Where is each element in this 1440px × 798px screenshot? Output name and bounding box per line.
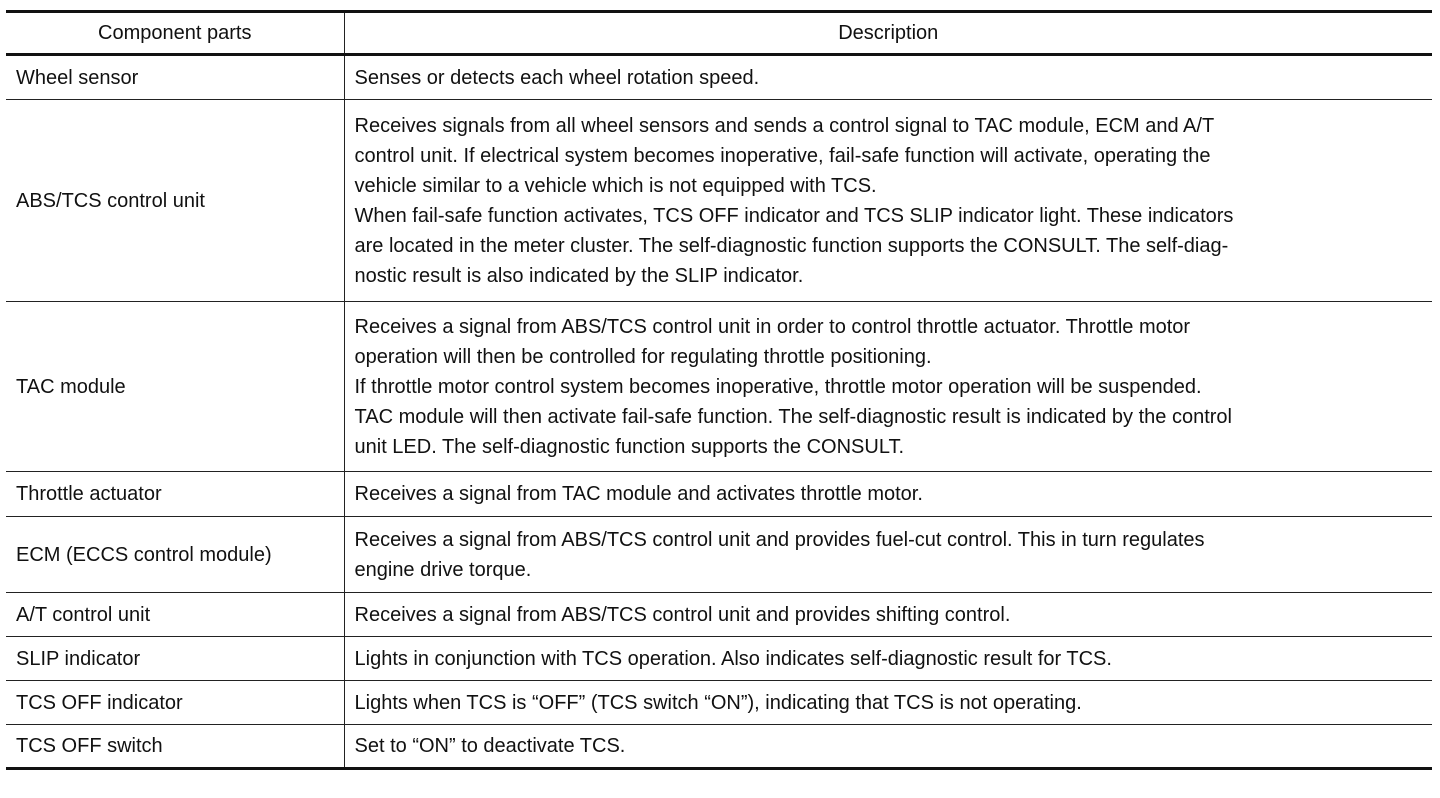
description-line: engine drive torque. bbox=[354, 558, 532, 581]
row-description bbox=[344, 302, 1432, 472]
description-line: control unit. If electrical system becomes inoperative, fail-safe function will activate, operating the bbox=[354, 144, 1211, 167]
description-line: Receives a signal from ABS/TCS control unit and provides fuel-cut control. This in turn regulates bbox=[354, 528, 1205, 551]
description-line: Receives signals from all wheel sensors and sends a control signal to TAC module, ECM and A/T bbox=[354, 114, 1215, 137]
description-line: If throttle motor control system becomes inoperative, throttle motor operation will be suspended. bbox=[354, 375, 1202, 398]
row-description bbox=[344, 517, 1432, 593]
component-table-container bbox=[6, 10, 1432, 770]
description-line: When fail-safe function activates, TCS OFF indicator and TCS SLIP indicator light. These indicators bbox=[354, 204, 1234, 227]
header-component-parts: Component parts bbox=[6, 12, 344, 55]
description-line: TAC module will then activate fail-safe function. The self-diagnostic result is indicated by the control bbox=[354, 405, 1232, 428]
row-description bbox=[344, 681, 1432, 725]
description-line: Lights in conjunction with TCS operation. Also indicates self-diagnostic result for TCS. bbox=[354, 647, 1112, 670]
description-line: vehicle similar to a vehicle which is not equipped with TCS. bbox=[354, 174, 877, 197]
row-description bbox=[344, 593, 1432, 637]
row-part-name: Throttle actuator bbox=[6, 472, 344, 517]
row-part-name: TCS OFF indicator bbox=[6, 681, 344, 725]
row-description bbox=[344, 725, 1432, 769]
row-description bbox=[344, 55, 1432, 100]
row-part-name: TAC module bbox=[6, 302, 344, 472]
row-description bbox=[344, 100, 1432, 302]
table-row bbox=[6, 681, 1432, 725]
row-part-name: TCS OFF switch bbox=[6, 725, 344, 769]
description-line: nostic result is also indicated by the SLIP indicator. bbox=[354, 264, 804, 287]
description-line: Receives a signal from ABS/TCS control unit in order to control throttle actuator. Throttle motor bbox=[354, 315, 1191, 338]
description-line: Set to “ON” to deactivate TCS. bbox=[354, 735, 626, 757]
header-description: Description bbox=[344, 12, 1432, 55]
row-part-name: SLIP indicator bbox=[6, 637, 344, 681]
row-description bbox=[344, 637, 1432, 681]
description-line: Senses or detects each wheel rotation speed. bbox=[354, 66, 760, 89]
table-row bbox=[6, 725, 1432, 769]
row-part-name: ECM (ECCS control module) bbox=[6, 517, 344, 593]
table-row bbox=[6, 517, 1432, 593]
description-line: Lights when TCS is “OFF” (TCS switch “ON”), indicating that TCS is not operating. bbox=[354, 691, 1082, 714]
table-row bbox=[6, 637, 1432, 681]
description-line: Receives a signal from ABS/TCS control unit and provides shifting control. bbox=[354, 603, 1011, 626]
row-part-name: ABS/TCS control unit bbox=[6, 100, 344, 302]
row-description bbox=[344, 472, 1432, 517]
table-row bbox=[6, 472, 1432, 517]
table-row bbox=[6, 593, 1432, 637]
table-header-row bbox=[6, 12, 1432, 55]
row-part-name: A/T control unit bbox=[6, 593, 344, 637]
description-line: unit LED. The self-diagnostic function supports the CONSULT. bbox=[354, 435, 905, 458]
row-part-name: Wheel sensor bbox=[6, 55, 344, 100]
description-line: are located in the meter cluster. The self-diagnostic function supports the CONSULT. The self-diag- bbox=[354, 234, 1229, 257]
table-row bbox=[6, 55, 1432, 100]
description-line: operation will then be controlled for regulating throttle positioning. bbox=[354, 345, 932, 368]
description-line: Receives a signal from TAC module and activates throttle motor. bbox=[354, 483, 923, 505]
table-row bbox=[6, 302, 1432, 472]
table-row bbox=[6, 100, 1432, 302]
component-table bbox=[6, 10, 1432, 770]
